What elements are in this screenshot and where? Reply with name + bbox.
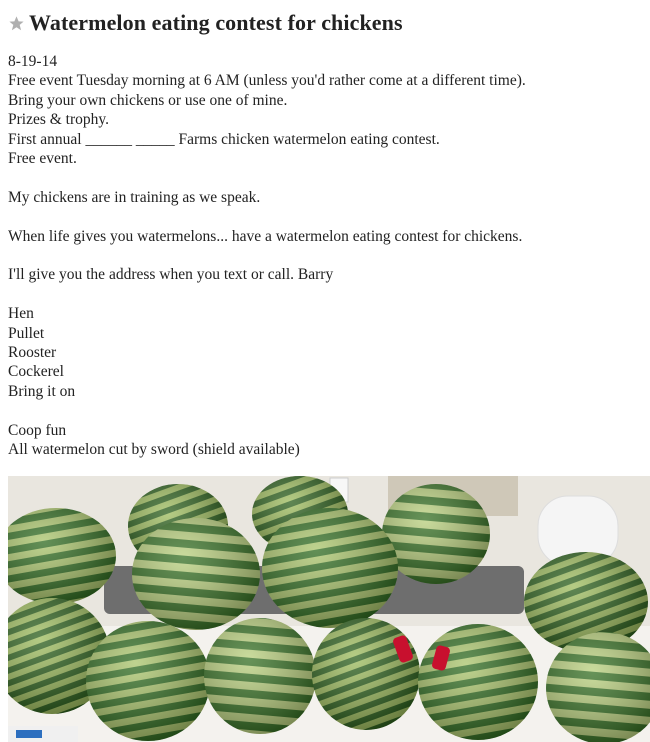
body-line: First annual ______ _____ Farms chicken watermelon eating contest. bbox=[8, 130, 440, 148]
body-line: My chickens are in training as we speak. bbox=[8, 188, 261, 206]
star-icon[interactable] bbox=[8, 15, 25, 32]
blank-line bbox=[8, 285, 644, 304]
body-line: Prizes & trophy. bbox=[8, 111, 110, 129]
posting-header bbox=[8, 10, 403, 36]
blank-line bbox=[8, 168, 644, 187]
body-line: 8-19-14 bbox=[8, 53, 58, 70]
body-line: Bring it on bbox=[8, 382, 76, 400]
body-line: Free event Tuesday morning at 6 AM (unless you'd rather come at a different time). bbox=[8, 72, 526, 90]
body-line: When life gives you watermelons... have a watermelon eating contest for chickens. bbox=[8, 227, 523, 245]
blank-line bbox=[8, 246, 644, 265]
posting-title: Watermelon eating contest for chickens bbox=[29, 10, 403, 35]
posting-body bbox=[8, 52, 644, 459]
body-line: All watermelon cut by sword (shield available) bbox=[8, 441, 300, 459]
blank-line bbox=[8, 207, 644, 226]
watermelon-photo bbox=[8, 476, 650, 742]
body-line: Hen bbox=[8, 305, 34, 323]
body-line: Free event. bbox=[8, 150, 77, 168]
body-line: I'll give you the address when you text or call. Barry bbox=[8, 266, 334, 284]
body-line: Rooster bbox=[8, 344, 57, 362]
body-line: Bring your own chickens or use one of mine. bbox=[8, 91, 288, 109]
posting-photo[interactable] bbox=[8, 476, 650, 742]
blank-line bbox=[8, 401, 644, 420]
body-line: Cockerel bbox=[8, 363, 64, 381]
body-line: Coop fun bbox=[8, 421, 67, 439]
body-line: Pullet bbox=[8, 324, 45, 342]
